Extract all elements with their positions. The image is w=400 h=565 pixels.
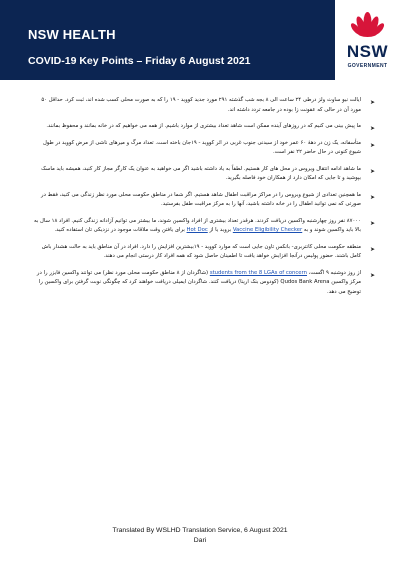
key-point-text: ما همچنین تعدادی از شیوع ویروس را در مراکز مراقبت اطفال شاهد هستیم. اگر شما در مناطق حکومت محلی مورد نظر زندگی می کنید، فقط در صورتی که نمی توانید اطفال را در خانه داشته باشید، آنها را به مرکز مراقبت طفل بفرستید. [41, 191, 361, 208]
waratah-icon [335, 0, 400, 44]
key-points-list [30, 96, 375, 305]
key-point-text: ایالت نیو ساوث ولز درطی ۲۴ ساعت الی ۸ بجه شب گذشته ۲۹۱ مورد جدید کووید - ۱۹ را که به صورت محلی کسب شده اند، ثبت کرد. حداقل ۵۰ مورد آن در حالی که عفونت زا بوده در جامعه تردد داشته اند. [41, 97, 361, 113]
key-point [30, 139, 375, 158]
bullet-arrow-icon: ➤ [369, 245, 375, 253]
key-point [30, 269, 375, 298]
page-footer [0, 526, 400, 546]
vaccine-eligibility-checker-link[interactable]: Vaccine Eligibility Checker [232, 227, 303, 234]
key-point-text: (شاگردان از ۸ مناطق حکومت محلی مورد نظر) می توانند واکسین فایزر را در مرکز واکسین Qudos Bank Arena (کودوس بنک ارینا) دریافت کنند. شاگردان ایمیلی دریافت خواهند کرد که چگونگی نوبت گرفتن برای واکسین را توضیح می دهد. [36, 269, 361, 295]
key-point-text: منطقه حکومت محلی کانتربری- بانکس تاون جایی است که موارد کووید - ۱۹بیشترین افزایش را دارد. افراد در آن مناطق باید به حالت هشدار باش کامل باشند. حضور پولیس درآنجا افزایش خواهد یافت تا اطمینان حاصل شود که همه افراد کار درستی انجام می دهند. [41, 243, 361, 260]
key-point-text: متأسفانه، یک زن در دهۀ ۶۰ عمر خود از سیدنی جنوب غربی در اثر کووید - ۱۹جان باخته است. تعداد مرگ و میرهای ناشی از مرض کووید در طول شیوع کنونی در حال حاضر ۲۲ نفر است. [42, 139, 361, 156]
key-point [30, 122, 375, 132]
logo-subtext: GOVERNMENT [347, 63, 388, 69]
translation-credit: Translated By WSLHD Translation Service, 6 August 2021 [112, 527, 288, 534]
page-title: NSW HEALTH [28, 27, 116, 42]
bullet-arrow-icon: ➤ [369, 193, 375, 201]
key-point [30, 217, 375, 236]
hot-doc-link[interactable]: Hot Doc [186, 227, 208, 234]
language-label: Dari [193, 536, 207, 544]
key-point [30, 191, 375, 210]
key-point-text: ما پیش بینی می کنیم که در روزهای آینده ممکن است شاهد تعداد بیشتری از موارد باشیم. از همه می خواهیم که در خانه بمانند و محفوظ بمانند. [46, 123, 361, 130]
page-header [0, 0, 400, 80]
nsw-government-logo [335, 0, 400, 80]
key-point [30, 243, 375, 262]
logo-text: NSW [346, 42, 389, 61]
key-point-text: ما شاهد ادامه انتقال ویروس در محل های کار هستیم. لطفاً به یاد داشته باشید اگر می خواهید به عنوان یک کارگر مجاز کار کنید، همیشه باید ماسک بپوشید و تا جایی که امکان دارد از همکاران خود فاصله بگیرید. [41, 165, 361, 182]
lgas-of-concern-link[interactable]: students from the 8 LGAs of concern [209, 269, 307, 276]
bullet-arrow-icon: ➤ [369, 125, 375, 133]
bullet-arrow-icon: ➤ [369, 167, 375, 175]
bullet-arrow-icon: ➤ [369, 271, 375, 279]
key-point-text: از روز دوشنبه ۹ اگست، [306, 269, 361, 276]
key-point [30, 165, 375, 184]
key-point-text: بروید یا از [207, 227, 233, 234]
bullet-arrow-icon: ➤ [369, 141, 375, 149]
key-point-text: برای یافتن وقت ملاقات موجود در نزدیکی تان استفاده کنید. [54, 227, 187, 234]
bullet-arrow-icon: ➤ [369, 219, 375, 227]
page-subtitle: COVID-19 Key Points – Friday 6 August 2021 [28, 55, 251, 67]
bullet-arrow-icon: ➤ [369, 99, 375, 106]
key-point-text: ۸۷۰۰۰ نفر روز چهارشنبه واکسین دریافت کردند. هرقدر تعداد بیشتری از افراد واکسین شوند، ما بیشتر می توانیم آزادانه زندگی کنیم. افراد ۱۸ سال به بالا باید واکسین شوند و به [34, 217, 361, 234]
key-point [30, 96, 375, 115]
